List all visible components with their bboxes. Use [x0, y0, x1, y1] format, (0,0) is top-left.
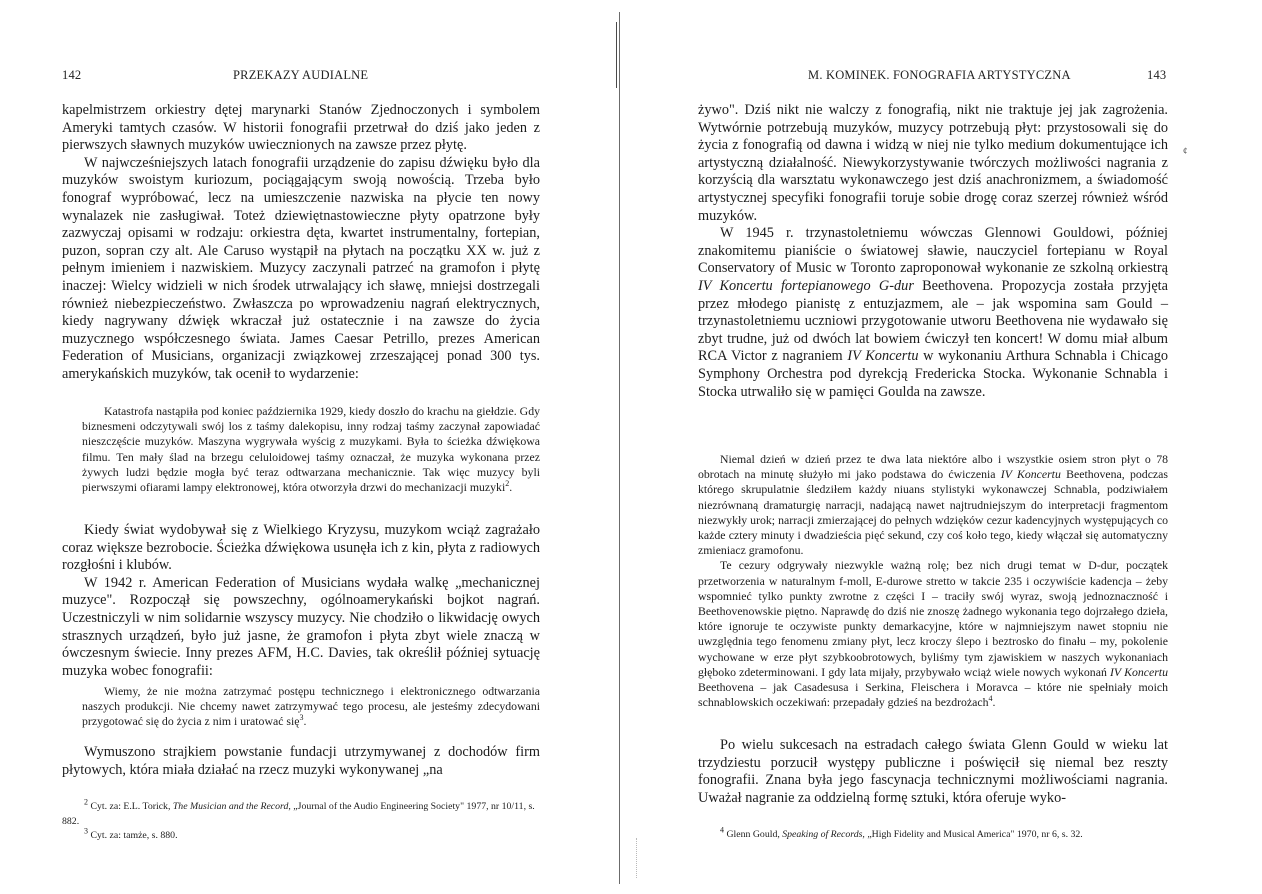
footnotes-left [62, 797, 540, 844]
block-quote-2 [82, 684, 540, 730]
footnote-ref: 2 [505, 479, 510, 489]
paragraph: W najwcześniejszych latach fonografii urządzenie do zapisu dźwięku było dla muzyków swoistym kuriozum, pociągającym swoją nowością. Trzeba było fonograf wypróbować, lecz na umieszczenie nazwiska na płycie ten nowy wynalazek nie zasługiwał. Toteż dziewiętnastowieczne płyty opatrzone były zazwyczaj opisami w rodzaju: orkiestra dęta, kwartet instrumentalny, fortepian, puzon, sopran czy alt. Ale Caruso wystąpił na płytach na początku XX w. już z pełnym imieniem i nazwiskiem. Muzycy zaczynali patrzeć na gramofon i płytę inaczej: Wielcy widzieli w nich środek utrwalający ich sławę, mniejsi dostrzegali również niebezpieczeństwo. Zwłaszcza po wprowadzeniu nagrań elektrycznych, kiedy nagrywany dźwięk wkraczał już ostatecznie i na zawsze do życia muzycznego współczesnego świata. James Caesar Petrillo, prezes American Federation of Musicians, organizacji związkowej zrzeszającej ponad 300 tys. amerykańskich muzyków, tak ocenił to wydarzenie: [62, 154, 540, 382]
footnote-4: $^4$ Glenn Gould, Speaking of Records, „High Fidelity and Musical America" 1970, nr 6, s. 32. [720, 825, 1083, 840]
paragraph: Po wielu sukcesach na estradach całego świata Glenn Gould w wieku lat trzydziestu porzucił występy publiczne i poświęcił się niemal bez reszty fonografii. Znana była jego fascynacja technicznymi możliwościami nagrania. Uważał nagranie za oddzielną formę sztuki, która oferuje wyko- [698, 737, 1168, 806]
footnote-2: $^2$ Cyt. za: E.L. Torick, The Musician and the Record, „Journal of the Audio Engineering Society" 1977, nr 10/11, s. 882. [62, 797, 535, 827]
footnote-ref: 3 [299, 713, 304, 723]
quote-text: Wiemy, że nie można zatrzymać postępu technicznego i elektronicznego odtwarzania naszych produkcji. Nie chcemy nawet zatrzymywać tego procesu, ale jesteśmy zdecydowani przygotować się do życia z nim i uratować się$^3$. [82, 684, 540, 729]
paragraph: kapelmistrzem orkiestry dętej marynarki Stanów Zjednoczonych i symbolem Ameryki tamtych czasów. W historii fonografii przetrwał do dziś jako jeden z pierwszych sławnych muzyków uwiecznionych na zawsze przez płytę. [62, 102, 540, 154]
left-body-block-2 [62, 522, 540, 680]
left-page [0, 0, 612, 894]
book-gutter-line [619, 12, 620, 884]
page-number-left: 142 [62, 68, 82, 82]
footnote-3: $^3$ Cyt. za: tamże, s. 880. [84, 826, 178, 841]
paragraph: W 1942 r. American Federation of Musicians wydała walkę „mechanicznej muzyce". Rozpoczął się powszechny, ogólnoamerykański bojkot nagrań. Uczestniczyli w nim solidarnie wszyscy muzycy. Nie chodziło o likwidację owych strasznych urządzeń, było już jasne, że gramofon i płyta zbyt wiele znaczą w ówczesnym świecie. Inny prezes AFM, H.C. Davies, tak określił później sytuację muzyka wobec fonografii: [62, 574, 540, 679]
quote-text: Niemal dzień w dzień przez te dwa lata niektóre albo i wszystkie osiem stron płyt o 78 obrotach na minutę służyło mi jako podstawa do ćwiczenia IV Koncertu Beethovena, podczas którego skrupulatnie śledziłem każdy niuans stylistyki wykonawczej Schnabla, podziwiałem niezrównaną dramaturgię narracji, nadającą nawet najtrudniejszym do interpretacji fragmentom niezwykły urok; narracji zmierzającej do pełnych wdzięków cezur kadencyjnych występujących co każde cztery minuty i dwadzieścia pięć sekund, czy coś koło tego, kiedy włączał się automatyczny zmieniacz gramofonu. [698, 452, 1168, 558]
block-quote-1 [82, 404, 540, 495]
right-body-block-2 [698, 737, 1168, 807]
running-head-left: PRZEKAZY AUDIALNE [233, 68, 369, 82]
footnote-ref: 4 [988, 694, 993, 704]
running-head-right: M. KOMINEK. FONOGRAFIA ARTYSTYCZNA [808, 68, 1071, 82]
paragraph: żywo". Dziś nikt nie walczy z fonografią, nikt nie traktuje jej jak zagrożenia. Wytwórnie potrzebują muzyków, muzycy potrzebują płyt: przystosowali się do życia z fonografią od dawna i widzą w niej nie tylko medium dokumentujące ich artystyczną działalność. Niewykorzystywanie twórczych możliwości nagrania z korzyścią dla warsztatu wykonawczego jest dziś anachronizmem, a świadomość artystycznej specyfiki fonografii toruje sobie drogę coraz szerzej również wśród muzyków. [698, 102, 1168, 224]
left-body-block-3 [62, 744, 540, 779]
quote-text: Te cezury odgrywały niezwykle ważną rolę; bez nich drugi temat w D-dur, początek przetworzenia w naturalnym f-moll, E-durowe stretto w takcie 235 i oczywiście kadencja – żeby wspomnieć tylko punkty zwrotne z części I – traciły swój wyraz, swoją jednoznaczność i Beethovenowskie piętno. Naprawdę do dziś nie znoszę żadnego wykonania tego dojrzałego dzieła, które ignoruje te oczywiste punkty demarkacyjne, które w najmniejszym nawet stopniu nie uwzględnia tego fenomenu zmiany płyt, lecz kroczy ślepo i beztrosko do finału – my, pokolenie wychowane w erze płyt szybkoobrotowych, byliśmy tym zjawiskiem w naszych wykonaniach głęboko zdeterminowani. I gdy lata mijały, przybywało wciąż wiele nowych wykonań IV Koncertu Beethovena – jak Casadesusa i Serkina, Fleischera i Moravca – które nie spełniały moich schnablowskich oczekiwań: przepadały gdzieś na bezdrożach$^4$. [698, 558, 1168, 710]
page-number-right: 143 [1147, 68, 1167, 82]
paragraph: Wymuszono strajkiem powstanie fundacji utrzymywanej z dochodów firm płytowych, która miała działać na rzecz muzyki wykonywanej „na [62, 744, 540, 778]
block-quote-gould [698, 452, 1168, 710]
footnotes-right [698, 825, 1168, 843]
paragraph: W 1945 r. trzynastoletniemu wówczas Glennowi Gouldowi, później znakomitemu pianiście o światowej sławie, nauczyciel fortepianu w Royal Conservatory of Music w Toronto zaproponował wykonanie ze szkolną orkiestrą IV Koncertu fortepianowego G-dur Beethovena. Propozycja została przyjęta przez młodego pianistę z entuzjazmem, ale – jak wspomina sam Gould – trzynastoletniemu uczniowi przygotowanie utworu Beethovena nie wydawało się zbyt trudne, już od dwóch lat bowiem ćwiczył ten koncert! W domu miał album RCA Victor z nagraniem IV Koncertu w wykonaniu Arthura Schnabla i Chicago Symphony Orchestra pod dyrekcją Fredericka Stocka. Wykonanie Schnabla i Stocka utrwaliło się w pamięci Goulda na zawsze. [698, 225, 1168, 400]
paragraph: Kiedy świat wydobywał się z Wielkiego Kryzysu, muzykom wciąż zagrażało coraz większe bezrobocie. Ścieżka dźwiękowa usunęła ich z kin, płyta z radiowych rozgłośni i klubów. [62, 522, 540, 574]
left-body-block-1 [62, 102, 540, 384]
right-page [622, 0, 1262, 894]
scan-artifact-mark: ¢ [1183, 146, 1188, 156]
right-body-block-1 [698, 102, 1168, 401]
book-gutter-shadow [616, 22, 617, 88]
quote-text: Katastrofa nastąpiła pod koniec października 1929, kiedy doszło do krachu na giełdzie. Gdy biznesmeni odczytywali swój los z taśmy dalekopisu, inny rodzaj taśmy zaczynał zapowiadać nieszczęście muzyków. Maszyna wygrywała wyścig z muzykami. Była to ścieżka dźwiękowa filmu. Ten mały ślad na brzegu celuloidowej taśmy oznaczał, że muzyka wykonana przez żywych ludzi będzie mogła być teraz odtwarzana mechanicznie. Tak więc muzycy byli pierwszymi ofiarami lampy elektronowej, która otworzyła drzwi do mechanizacji muzyki$^2$. [82, 404, 540, 495]
